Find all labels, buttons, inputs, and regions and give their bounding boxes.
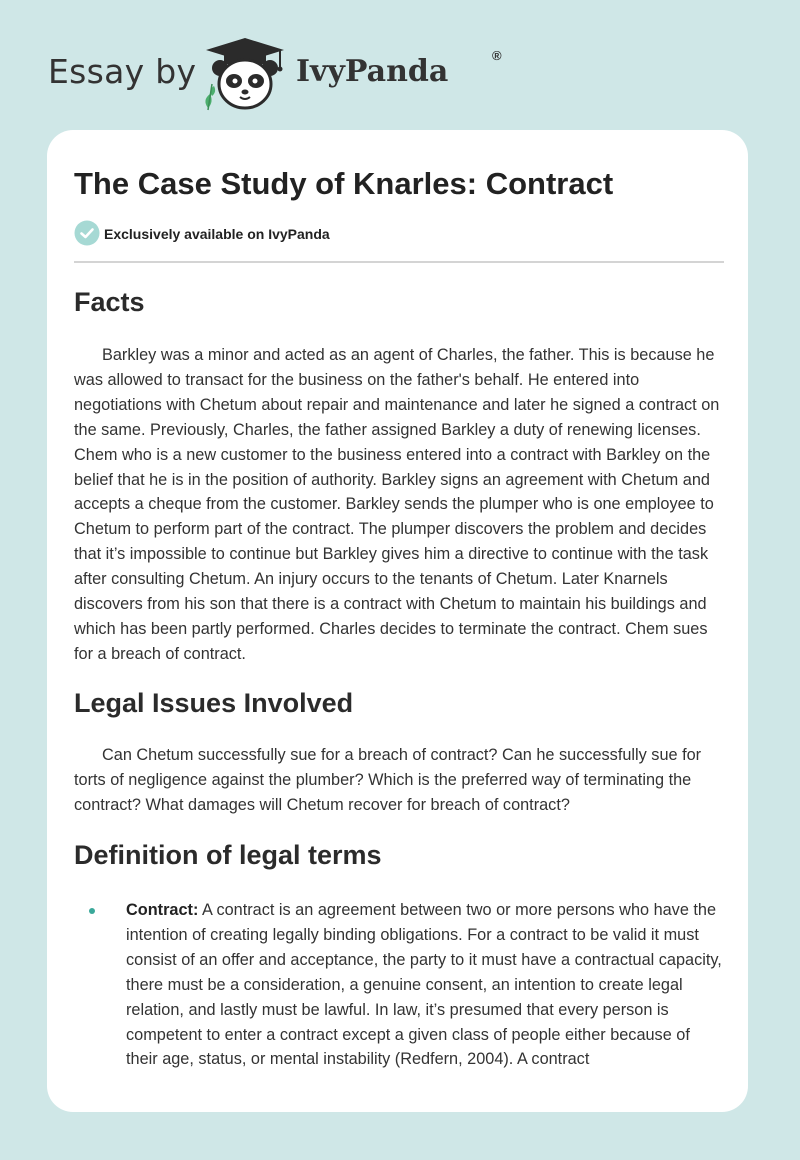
check-badge-icon <box>74 220 100 246</box>
article-card <box>47 130 748 1112</box>
section-heading-legal-issues: Legal Issues Involved <box>74 688 354 718</box>
brand-prefix: Essay by <box>48 52 197 91</box>
title-divider <box>74 261 724 263</box>
badge-text: Exclusively available on IvyPanda <box>104 226 330 242</box>
exclusive-badge <box>74 220 474 248</box>
list-item-body <box>126 898 724 1072</box>
page-title: The Case Study of Knarles: Contract <box>74 166 614 201</box>
brand-name: IvyPanda <box>296 54 449 89</box>
bullet-icon <box>89 908 95 914</box>
site-brand[interactable] <box>48 34 502 114</box>
section-heading-definitions: Definition of legal terms <box>74 840 382 870</box>
panda-logo-icon <box>200 34 290 112</box>
list-item-text: A contract is an agreement between two or more persons who have the intention of creating legally binding obligations. For a contract to be valid it must consist of an offer and acceptance, the party to it must have a contractual capacity, there must be a consideration, a genuine consent, an intention to create legal relation, and lastly must be lawful. In law, it’s presumed that every person is competent to enter a contract except a given class of people either because of their age, status, or mental instability (Redfern, 2004). A contract <box>126 901 722 1069</box>
section-paragraph-facts: Barkley was a minor and acted as an agent of Charles, the father. This is because he was allowed to transact for the business on the father's behalf. He entered into negotiations with Chetum about repair and maintenance and later he signed a contract on the same. Previously, Charles, the father assigned Barkley a duty of renewing licenses. Chem who is a new customer to the business entered into a contract with Barkley on the belief that he is in the position of authority. Barkley signs an agreement with Chetum and accepts a cheque from the customer. Barkley sends the plumper who is one employee to Chetum to perform part of the contract. The plumper discovers the problem and decides that it’s impossible to continue but Barkley gives him a directive to continue with the task after consulting Chetum. An injury occurs to the tenants of Chetum. Later Knarnels discovers from his son that there is a contract with Chetum to maintain his buildings and which has been partly performed. Charles decides to terminate the contract. Chem sues for a breach of contract. <box>74 346 720 663</box>
section-heading-facts: Facts <box>74 287 145 317</box>
registered-mark: ® <box>492 48 502 63</box>
list-item-term: Contract: <box>126 901 199 919</box>
section-paragraph-legal-issues: Can Chetum successfully sue for a breach of contract? Can he successfully sue for torts of negligence against the plumber? Which is the preferred way of terminating the contract? What damages will Chetum recover for breach of contract? <box>74 746 702 814</box>
